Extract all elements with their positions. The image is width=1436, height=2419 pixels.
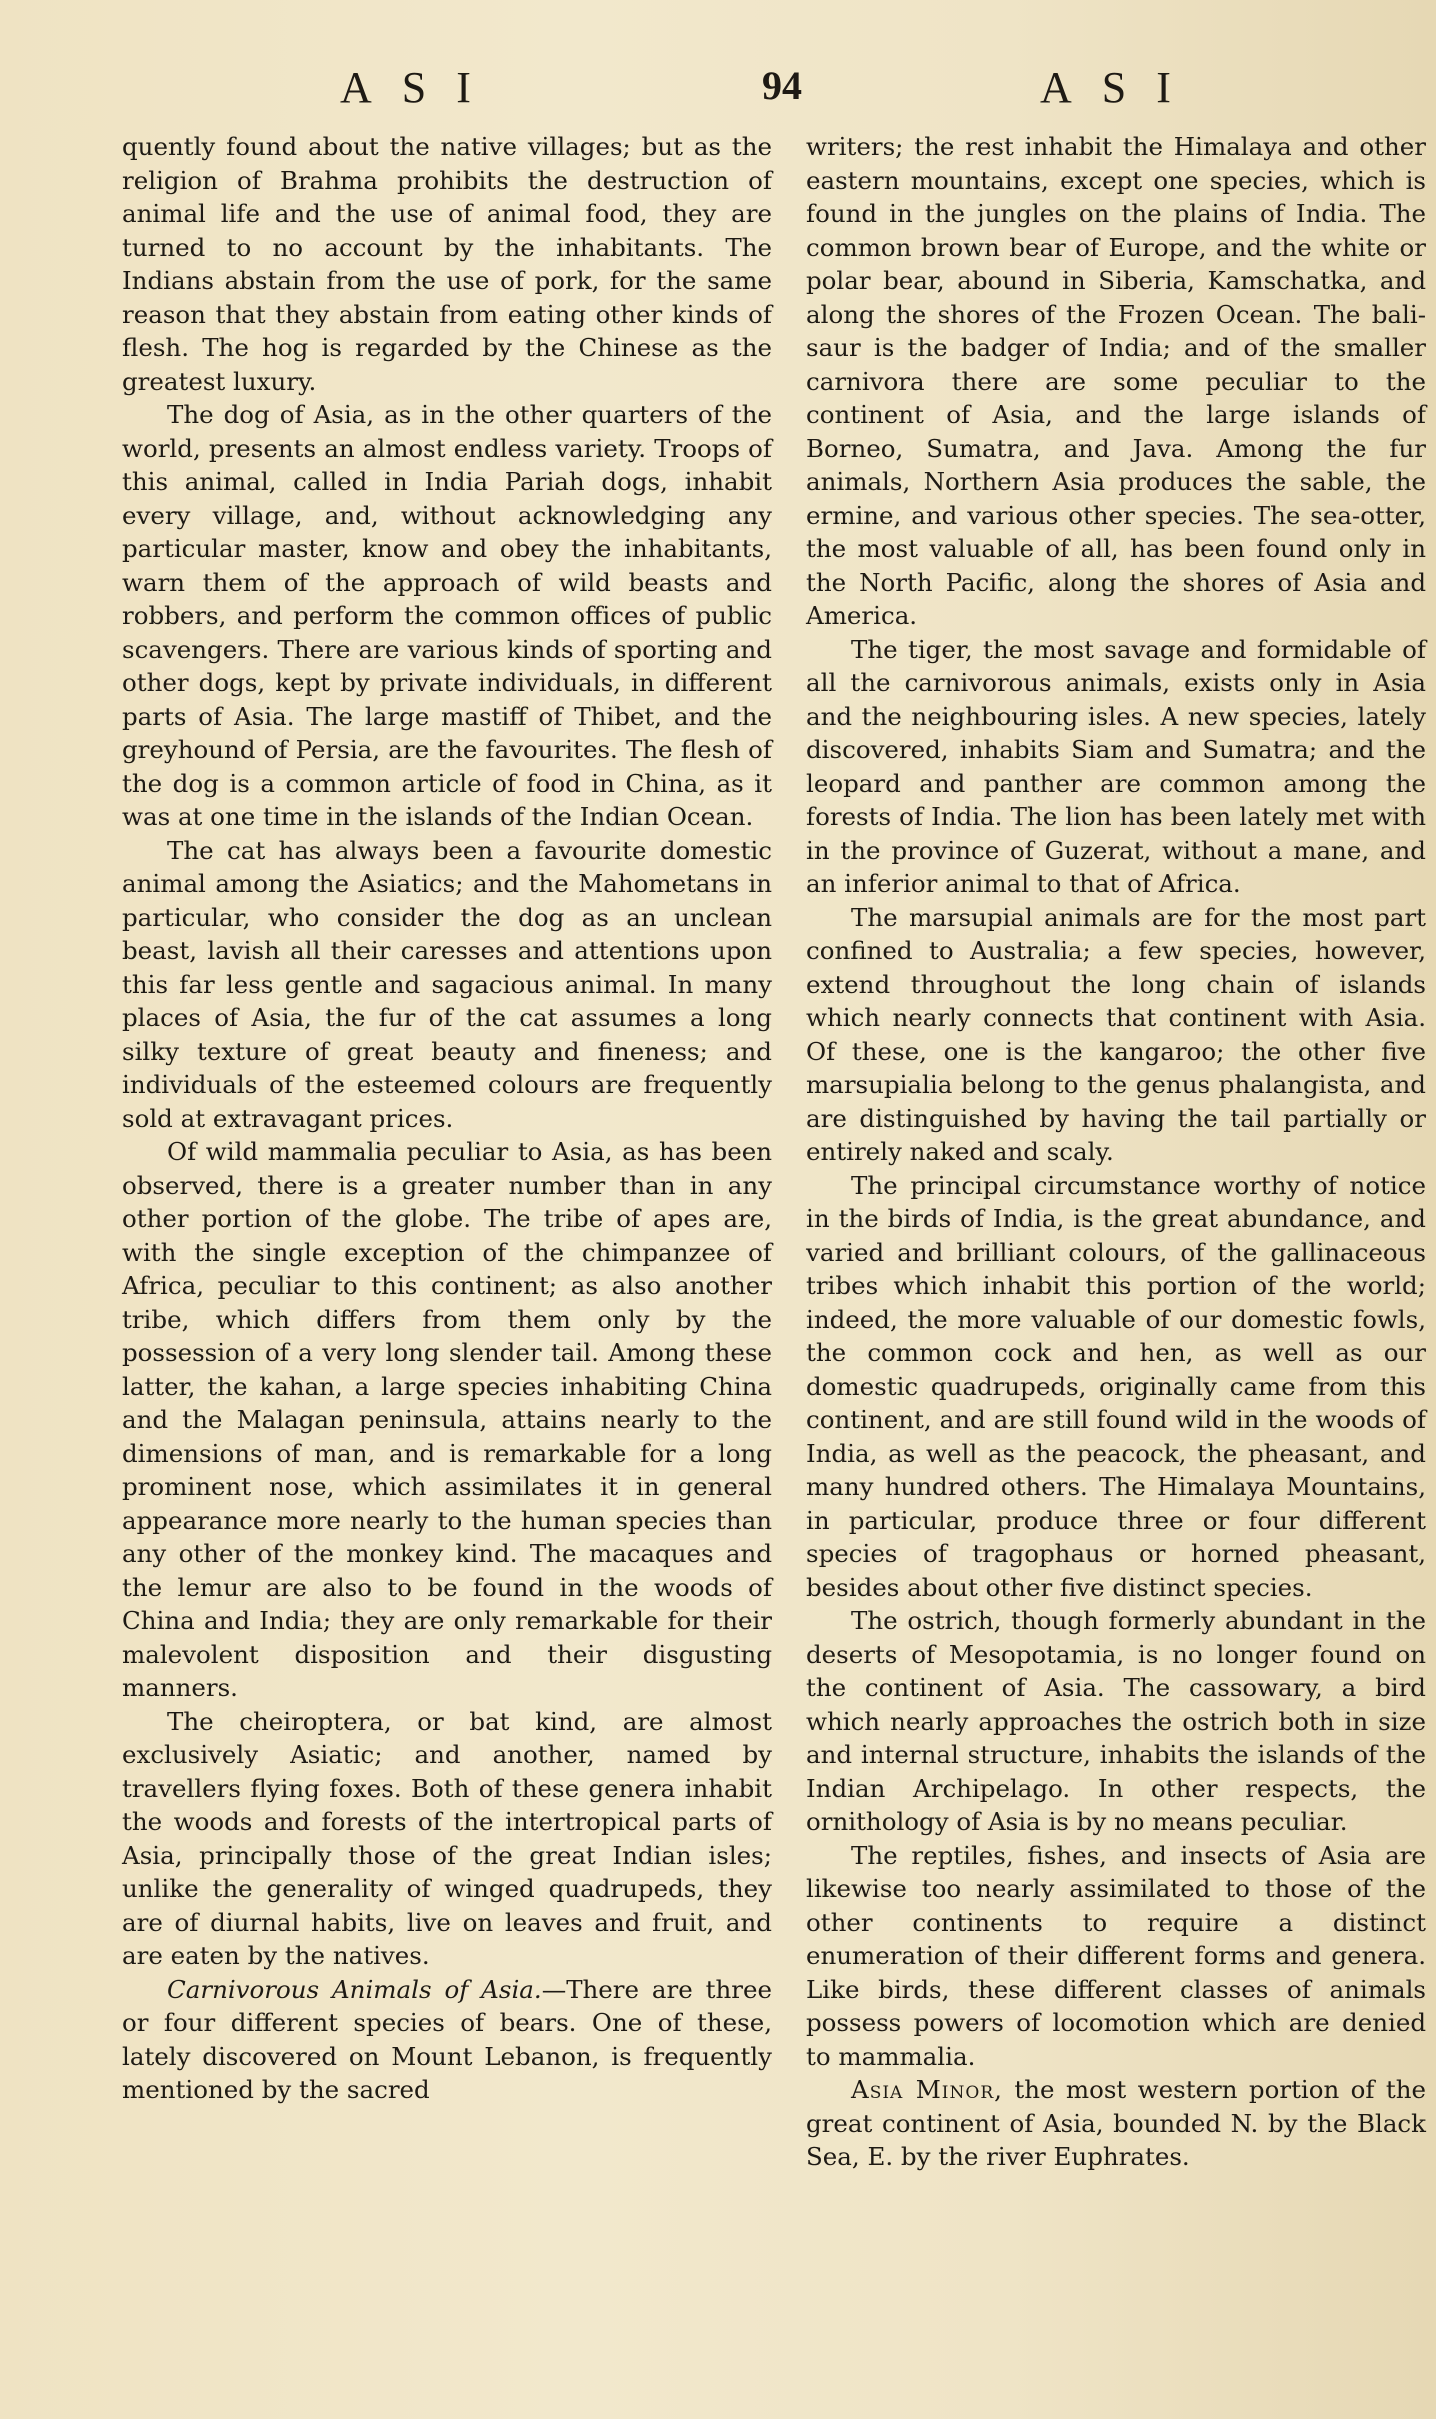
- header-right-word: ASI: [1040, 63, 1201, 112]
- paragraph: The principal circumstance worthy of notice in the birds of India, is the great abundance, and varied and brilliant colours, of the gallinaceous tribes which inhabit this portion of the world; indeed, the more valuable of our domestic fowls, the common cock and hen, as well as our domestic quadrupeds, originally came from this continent, and are still found wild in the woods of India, as well as the peacock, the pheasant, and many hundred others. The Himalaya Mountains, in particular, produce three or four different species of tragophaus or horned pheasant, besides about other five distinct species.: [806, 1170, 1426, 1602]
- paragraph: The tiger, the most savage and formidable of all the carnivorous animals, exists only in Asia and the neighbouring isles. A new species, lately discovered, inhabits Siam and Sumatra; and the leopard and panther are common among the forests of India. The lion has been lately met with in the province of Guzerat, without a mane, and an inferior animal to that of Africa.: [806, 634, 1426, 898]
- left-column: [122, 130, 772, 2107]
- paragraph: The dog of Asia, as in the other quarters of the world, presents an almost endless variety. Troops of this animal, called in India Pariah dogs, inhabit every village, and, without acknowledging any particular master, know and obey the inhabitants, warn them of the approach of wild beasts and robbers, and perform the common offices of public scavengers. There are various kinds of sporting and other dogs, kept by private individuals, in different parts of Asia. The large mastiff of Thibet, and the greyhound of Persia, are the favourites. The flesh of the dog is a common article of food in China, as it was at one time in the islands of the Indian Ocean.: [122, 400, 772, 831]
- paragraph: [122, 1973, 772, 2107]
- paragraph: quently found about the native villages; but as the religion of Brahma prohibits the destruction of animal life and the use of animal food, they are turned to no account by the inhabitants. The Indians abstain from the use of pork, for the same reason that they abstain from eating other kinds of flesh. The hog is regarded by the Chinese as the greatest luxury.: [122, 132, 772, 396]
- paragraph-text: —There are three or four different species of bears. One of these, lately discovered on Mount Lebanon, is frequently mentioned by the sacred: [122, 1974, 772, 2104]
- paragraph: The reptiles, fishes, and insects of Asia are likewise too nearly assimilated to those of the other continents to require a distinct enumeration of their different forms and genera. Like birds, these different classes of animals possess powers of locomotion which are denied to mammalia.: [806, 1840, 1426, 2071]
- paragraph: The cheiroptera, or bat kind, are almost exclusively Asiatic; and another, named by travellers flying foxes. Both of these genera inhabit the woods and forests of the intertropical parts of Asia, principally those of the great Indian isles; unlike the generality of winged quadrupeds, they are of diurnal habits, live on leaves and fruit, and are eaten by the natives.: [122, 1706, 772, 1970]
- paragraph-text: the most western portion of the great continent of Asia, bounded N. by the Black Sea, E. by the river Euphrates.: [806, 2075, 1427, 2171]
- page-number: 94: [762, 63, 802, 108]
- header-left-word: ASI: [340, 63, 501, 112]
- right-column: [806, 130, 1426, 2174]
- running-header: [0, 62, 1436, 122]
- entry-heading: Asia Minor,: [851, 2075, 1003, 2104]
- section-heading: Carnivorous Animals of Asia.: [167, 1974, 542, 2004]
- paragraph: Of wild mammalia peculiar to Asia, as has been observed, there is a greater number than in any other portion of the globe. The tribe of apes are, with the single exception of the chimpanzee of Africa, peculiar to this continent; as also another tribe, which differs from them only by the possession of a very long slender tail. Among these latter, the kahan, a large species inhabiting China and the Malagan peninsula, attains nearly to the dimensions of man, and is remarkable for a long prominent nose, which assimilates it in general appearance more nearly to the human species than any other of the monkey kind. The macaques and the lemur are also to be found in the woods of China and India; they are only remarkable for their malevolent disposition and their disgusting manners.: [122, 1137, 772, 1702]
- paragraph: The cat has always been a favourite domestic animal among the Asiatics; and the Mahometans in particular, who consider the dog as an unclean beast, lavish all their caresses and attentions upon this far less gentle and sagacious animal. In many places of Asia, the fur of the cat assumes a long silky texture of great beauty and fineness; and individuals of the esteemed colours are frequently sold at extravagant prices.: [122, 835, 772, 1133]
- paragraph: [806, 2073, 1426, 2174]
- paragraph: writers; the rest inhabit the Himalaya and other eastern mountains, except one species, which is found in the jungles on the plains of India. The common brown bear of Europe, and the white or polar bear, abound in Siberia, Kamschatka, and along the shores of the Frozen Ocean. The bali-saur is the badger of India; and of the smaller carnivora there are some peculiar to the continent of Asia, and the large islands of Borneo, Sumatra, and Java. Among the fur animals, Northern Asia produces the sable, the ermine, and various other species. The sea-otter, the most valuable of all, has been found only in the North Pacific, along the shores of Asia and America.: [806, 132, 1426, 630]
- paragraph: The marsupial animals are for the most part confined to Australia; a few species, however, extend throughout the long chain of islands which nearly connects that continent with Asia. Of these, one is the kangaroo; the other five marsupialia belong to the genus phalangista, and are distinguished by having the tail partially or entirely naked and scaly.: [806, 902, 1426, 1166]
- paragraph: The ostrich, though formerly abundant in the deserts of Mesopotamia, is no longer found on the continent of Asia. The cassowary, a bird which nearly approaches the ostrich both in size and internal structure, inhabits the islands of the Indian Archipelago. In other respects, the ornithology of Asia is by no means peculiar.: [806, 1606, 1426, 1836]
